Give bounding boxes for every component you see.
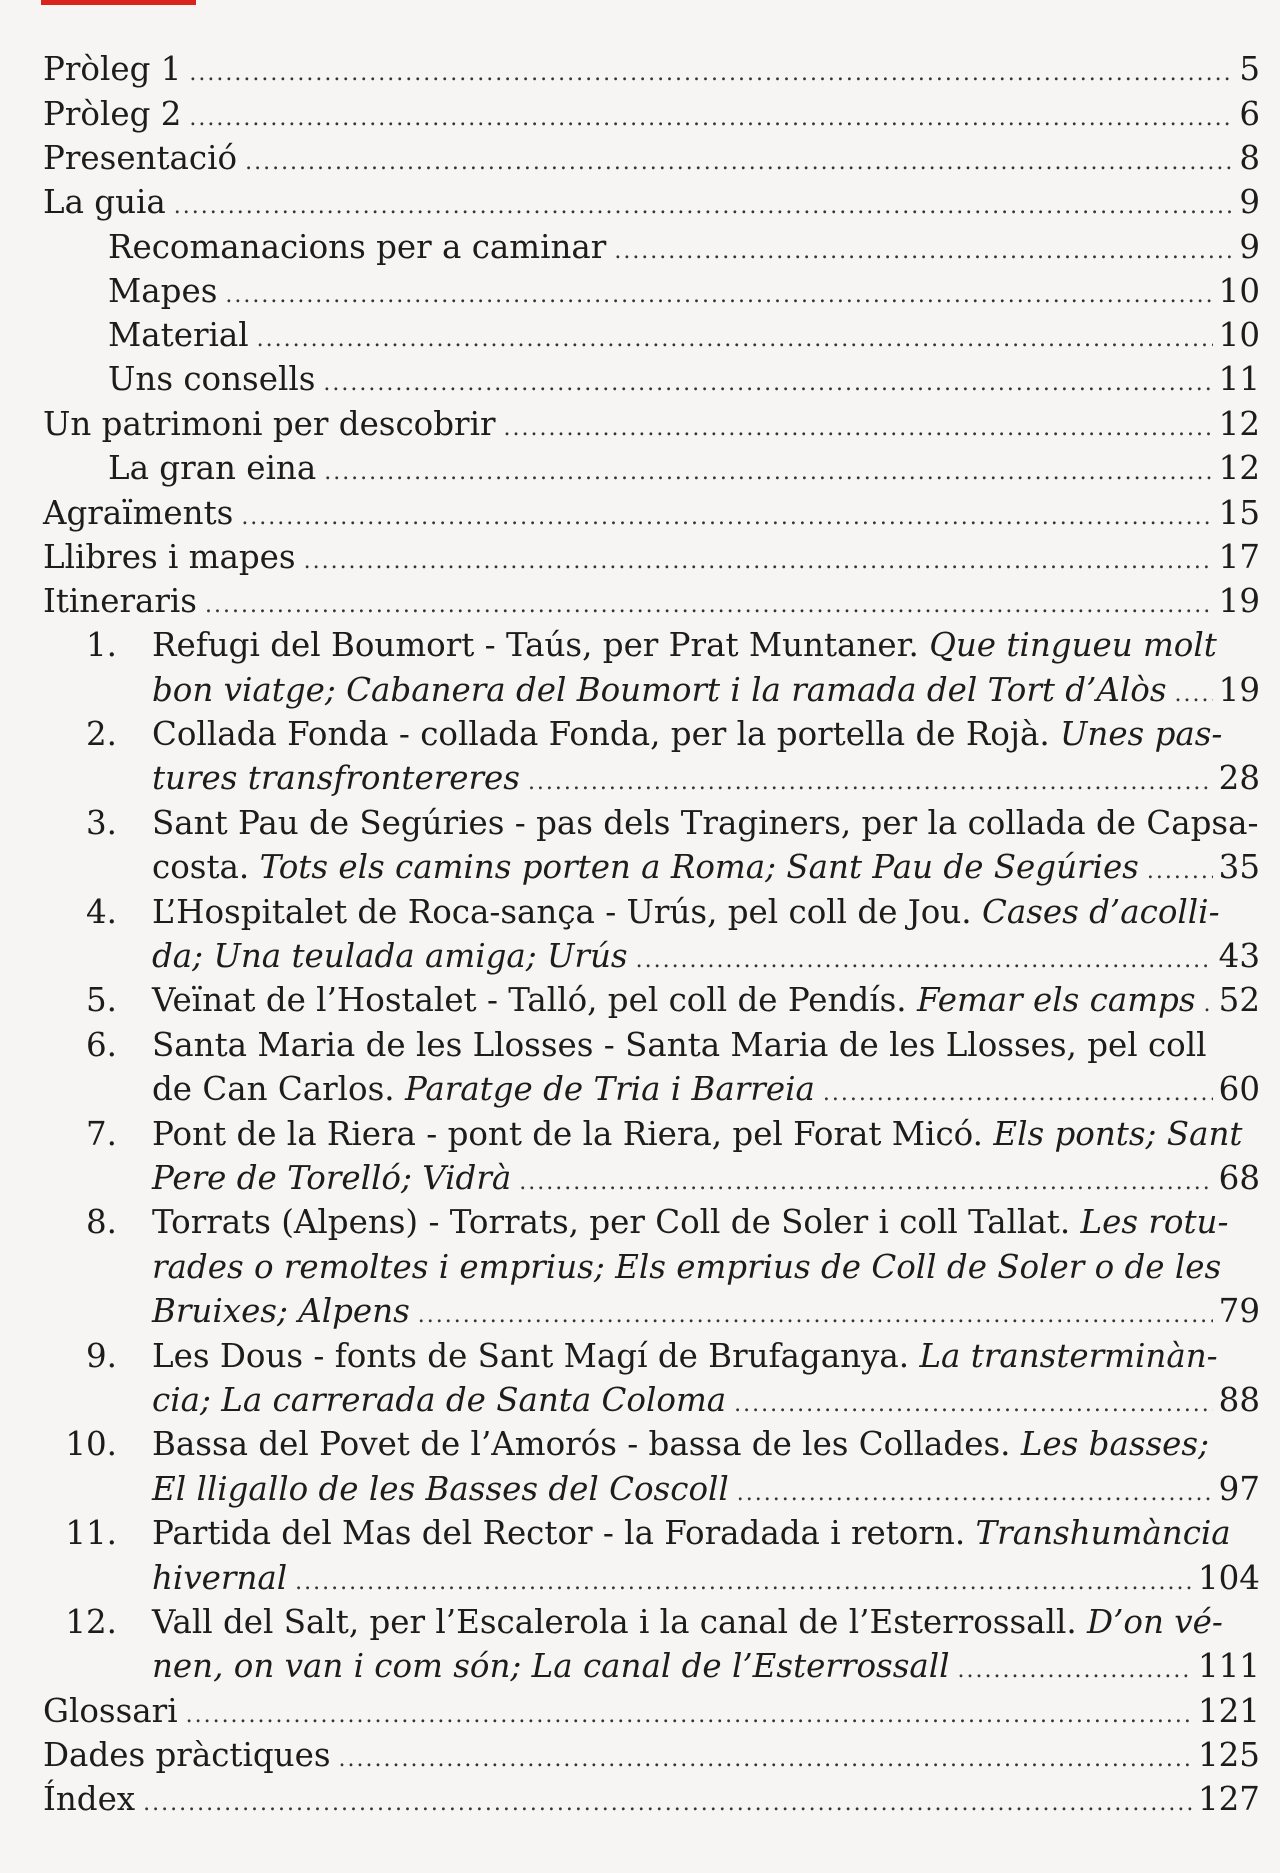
- toc-entry-title: Uns consells: [108, 360, 316, 398]
- itinerary-number: 7.: [85, 1115, 117, 1153]
- toc-subentry[interactable]: [108, 225, 1260, 269]
- itinerary-title[interactable]: Collada Fonda - collada Fonda, per la portella de Rojà. Unes pas-: [152, 715, 1223, 753]
- toc-entry[interactable]: [43, 579, 1260, 623]
- dot-leader: [504, 407, 1213, 451]
- toc-entry-title: Recomanacions per a caminar: [108, 228, 607, 266]
- itinerary-title-cont[interactable]: rades o remoltes i emprius; Els emprius de Coll de Soler o de les: [152, 1248, 1222, 1286]
- itinerary-title[interactable]: L’Hospitalet de Roca-sança - Urús, pel coll de Jou. Cases d’acolli-: [152, 893, 1220, 931]
- toc-entry-page: 12: [1218, 405, 1260, 443]
- toc-entry-page: 111: [1197, 1647, 1260, 1685]
- dot-leader: [189, 97, 1233, 141]
- toc-subentry[interactable]: [108, 269, 1260, 313]
- toc-entry[interactable]: [43, 47, 1260, 91]
- itinerary-number: 4.: [85, 893, 117, 931]
- itinerary-title[interactable]: Bassa del Povet de l’Amorós - bassa de les Collades. Les basses;: [152, 1425, 1210, 1463]
- dot-leader: [958, 1649, 1192, 1693]
- toc-entry-page: 12: [1218, 449, 1260, 487]
- dot-leader: [241, 496, 1212, 540]
- dot-leader: [143, 1782, 1192, 1826]
- toc-entry-page: 52: [1218, 981, 1260, 1019]
- itinerary-number: 6.: [85, 1026, 117, 1064]
- dot-leader: [295, 1561, 1192, 1605]
- toc-entry-page: 121: [1197, 1692, 1260, 1730]
- dot-leader: [1175, 673, 1213, 717]
- toc-entry-title: Itineraris: [43, 582, 197, 620]
- toc-entry-page: 43: [1218, 937, 1260, 975]
- toc-entry-title: Mapes: [108, 272, 218, 310]
- dot-leader: [737, 1472, 1213, 1516]
- itinerary-number: 5.: [85, 981, 117, 1019]
- toc-entry[interactable]: [43, 92, 1260, 136]
- toc-subentry[interactable]: [108, 313, 1260, 357]
- dot-leader: [189, 52, 1233, 96]
- toc-entry-page: 125: [1197, 1736, 1260, 1774]
- itinerary-entry[interactable]: bon viatge; Cabanera del Boumort i la ramada del Tort d’Alòs ..... 19: [152, 668, 1260, 712]
- toc-entry-page: 17: [1218, 538, 1260, 576]
- toc-entry-page: 10: [1218, 316, 1260, 354]
- itinerary-entry[interactable]: Veïnat de l’Hostalet - Talló, pel coll de Pendís. Femar els camps ..... 52: [152, 978, 1260, 1022]
- dot-leader: [823, 1072, 1213, 1116]
- itinerary-title[interactable]: Pont de la Riera - pont de la Riera, pel Forat Micó. Els ponts; Sant: [152, 1115, 1243, 1153]
- toc-entry-title: Material: [108, 316, 249, 354]
- toc-entry-page: 97: [1218, 1470, 1260, 1508]
- itinerary-number: 8.: [85, 1203, 117, 1241]
- itinerary-number: 1.: [85, 626, 117, 664]
- dot-leader: [245, 141, 1233, 185]
- dot-leader: [186, 1694, 1192, 1738]
- itinerary-entry[interactable]: da; Una teulada amiga; Urús ..... 43: [152, 934, 1260, 978]
- toc-entry-title: La gran eina: [108, 449, 317, 487]
- toc-entry[interactable]: [43, 136, 1260, 180]
- itinerary-entry[interactable]: tures transfrontereres ..... 28: [152, 756, 1260, 800]
- toc-entry-page: 5: [1239, 50, 1260, 88]
- toc-entry-page: 9: [1239, 228, 1260, 266]
- toc-entry-title: Dades pràctiques: [43, 1736, 331, 1774]
- dot-leader: [636, 939, 1213, 983]
- dot-leader: [1204, 983, 1213, 1027]
- itinerary-title[interactable]: Torrats (Alpens) - Torrats, per Coll de Soler i coll Tallat. Les rotu-: [152, 1203, 1229, 1241]
- itinerary-entry[interactable]: cia; La carrerada de Santa Coloma ..... 88: [152, 1378, 1260, 1422]
- dot-leader: [324, 451, 1212, 495]
- toc-entry-page: 19: [1218, 671, 1260, 709]
- dot-leader: [339, 1738, 1192, 1782]
- toc-entry[interactable]: [43, 535, 1260, 579]
- dot-leader: [734, 1383, 1212, 1427]
- toc-entry-page: 11: [1218, 360, 1260, 398]
- itinerary-entry[interactable]: nen, on van i com són; La canal de l’Esterrossall ..... 111: [152, 1644, 1260, 1688]
- toc-entry-page: 35: [1218, 848, 1260, 886]
- toc-entry-page: 60: [1218, 1070, 1260, 1108]
- toc-entry[interactable]: [43, 1733, 1260, 1777]
- toc-entry-title: Agraïments: [43, 494, 234, 532]
- itinerary-title[interactable]: Les Dous - fonts de Sant Magí de Brufaganya. La transterminàn-: [152, 1337, 1218, 1375]
- itinerary-entry[interactable]: costa. Tots els camins porten a Roma; Sant Pau de Segúries ..... 35: [152, 845, 1260, 889]
- itinerary-number: 9.: [85, 1337, 117, 1375]
- toc-entry-page: 6: [1239, 95, 1260, 133]
- toc-entry-title: La guia: [43, 183, 166, 221]
- dot-leader: [225, 274, 1212, 318]
- dot-leader: [304, 540, 1213, 584]
- toc-entry[interactable]: [43, 1777, 1260, 1821]
- toc-entry-title: Llibres i mapes: [43, 538, 296, 576]
- red-header-mark: [41, 0, 196, 5]
- itinerary-entry[interactable]: El lligallo de les Basses del Coscoll ..... 97: [152, 1467, 1260, 1511]
- itinerary-number: 2.: [85, 715, 117, 753]
- dot-leader: [257, 318, 1213, 362]
- toc-entry-page: 19: [1218, 582, 1260, 620]
- itinerary-number: 3.: [85, 804, 117, 842]
- itinerary-entry[interactable]: hivernal ..... 104: [152, 1556, 1260, 1600]
- dot-leader: [323, 362, 1212, 406]
- toc-entry-page: 127: [1197, 1780, 1260, 1818]
- toc-entry-page: 68: [1218, 1159, 1260, 1197]
- toc-entry[interactable]: [43, 491, 1260, 535]
- itinerary-entry[interactable]: de Can Carlos. Paratge de Tria i Barreia ..... 60: [152, 1067, 1260, 1111]
- toc-entry-page: 88: [1218, 1381, 1260, 1419]
- toc-entry-title: Pròleg 2: [43, 95, 182, 133]
- toc-subentry[interactable]: [108, 357, 1260, 401]
- dot-leader: [205, 584, 1213, 628]
- toc-entry-page: 28: [1218, 759, 1260, 797]
- dot-leader: [528, 761, 1213, 805]
- toc-entry-title: Índex: [43, 1780, 136, 1818]
- toc-entry-title: Glossari: [43, 1692, 178, 1730]
- toc-entry-page: 8: [1239, 139, 1260, 177]
- toc-entry-page: 9: [1239, 183, 1260, 221]
- toc-entry-title: Un patrimoni per descobrir: [43, 405, 496, 443]
- toc-entry-title: Pròleg 1: [43, 50, 182, 88]
- dot-leader: [1147, 850, 1213, 894]
- itinerary-title[interactable]: Santa Maria de les Llosses - Santa Maria de les Llosses, pel coll: [152, 1026, 1207, 1064]
- itinerary-number: 12.: [65, 1603, 117, 1641]
- toc-entry[interactable]: [43, 1689, 1260, 1733]
- dot-leader: [418, 1294, 1213, 1338]
- toc-entry[interactable]: [43, 180, 1260, 224]
- itinerary-title[interactable]: Sant Pau de Segúries - pas dels Traginers, per la collada de Capsa-: [152, 804, 1259, 842]
- toc-entry[interactable]: [43, 402, 1260, 446]
- itinerary-number: 10.: [65, 1425, 117, 1463]
- toc-entry-page: 79: [1218, 1292, 1260, 1330]
- dot-leader: [614, 230, 1233, 274]
- itinerary-title[interactable]: Partida del Mas del Rector - la Foradada i retorn. Transhumància: [152, 1514, 1231, 1552]
- dot-leader: [519, 1161, 1212, 1205]
- toc-entry-title: Presentació: [43, 139, 238, 177]
- itinerary-entry[interactable]: Bruixes; Alpens ..... 79: [152, 1289, 1260, 1333]
- dot-leader: [174, 185, 1234, 229]
- itinerary-title[interactable]: Vall del Salt, per l’Escalerola i la canal de l’Esterrossall. D’on vé-: [152, 1603, 1223, 1641]
- toc-entry-page: 15: [1218, 494, 1260, 532]
- itinerary-title[interactable]: Refugi del Boumort - Taús, per Prat Muntaner. Que tingueu molt: [152, 626, 1217, 664]
- itinerary-number: 11.: [65, 1514, 117, 1552]
- toc-entry-page: 104: [1197, 1559, 1260, 1597]
- toc-entry-page: 10: [1218, 272, 1260, 310]
- itinerary-entry[interactable]: Pere de Torelló; Vidrà ..... 68: [152, 1156, 1260, 1200]
- toc-subentry[interactable]: [108, 446, 1260, 490]
